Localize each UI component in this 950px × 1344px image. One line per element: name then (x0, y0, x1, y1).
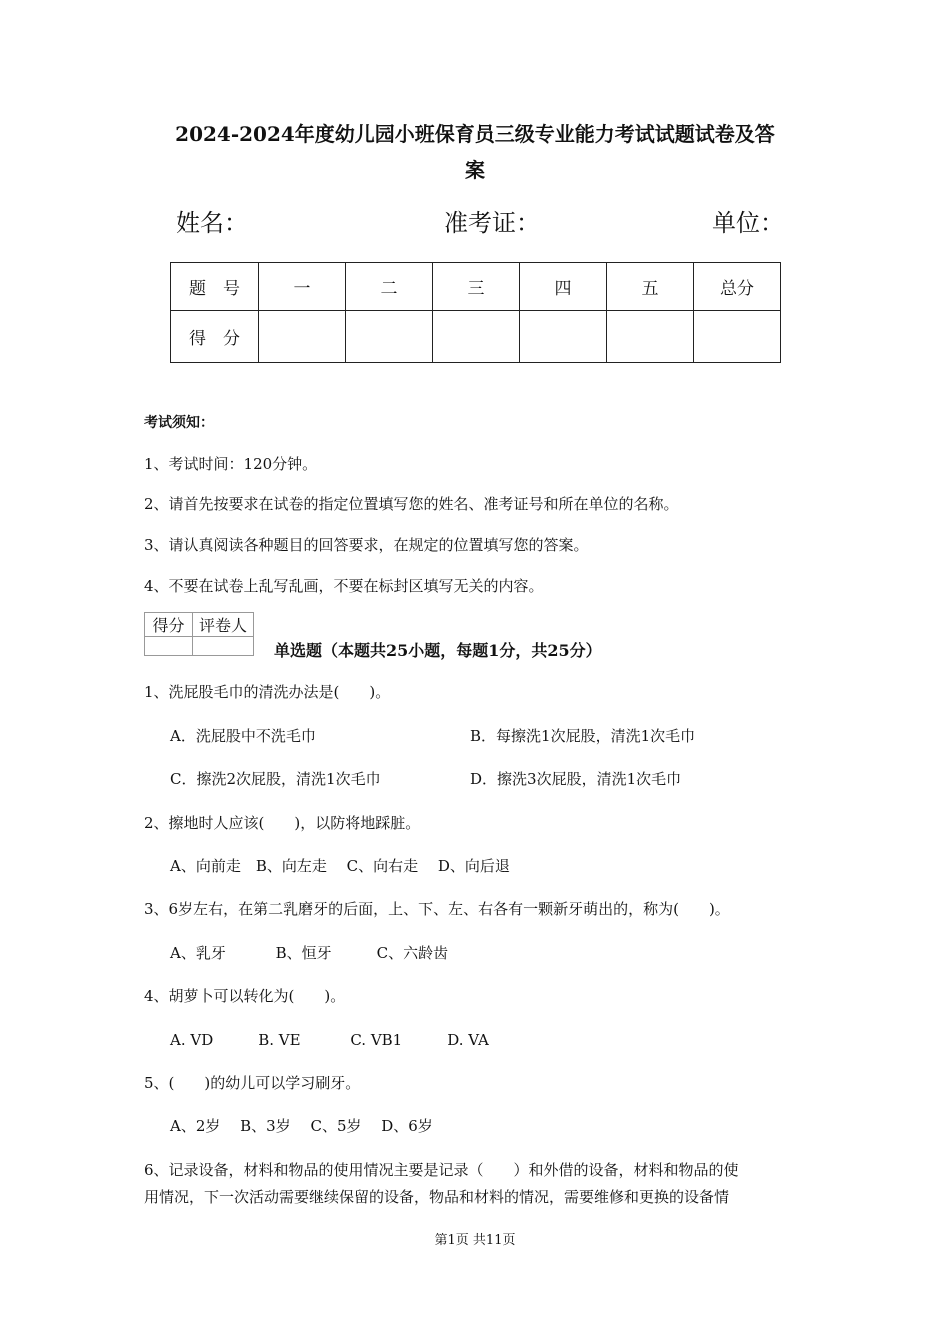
score-table-col-2: 二 (346, 263, 433, 311)
name-field-label: 姓名： (176, 209, 248, 237)
doc-title-line1: 2024-2024年度幼儿园小班保育员三级专业能力考试试题试卷及答 (175, 122, 775, 146)
score-cell-5[interactable] (607, 311, 694, 363)
notice-item-2: 2、请首先按要求在试卷的指定位置填写您的姓名、准考证号和所在单位的名称。 (144, 495, 679, 513)
q1-option-a: A．洗屁股中不洗毛巾 (170, 727, 316, 745)
page-footer: 第1页 共11页 (434, 1233, 516, 1248)
q1-stem: 1、洗屁股毛巾的清洗办法是( )。 (144, 683, 391, 701)
score-cell-1[interactable] (259, 311, 346, 363)
score-cell-4[interactable] (520, 311, 607, 363)
q4-options: A. VD B. VE C. VB1 D. VA (170, 1031, 489, 1049)
q6-stem-line2: 用情况，下一次活动需要继续保留的设备，物品和材料的情况，需要维修和更换的设备情 (144, 1188, 730, 1206)
q1-option-b: B．每擦洗1次屁股，清洗1次毛巾 (470, 727, 696, 745)
q5-stem: 5、( )的幼儿可以学习刷牙。 (144, 1074, 361, 1092)
q1-option-d: D．擦洗3次屁股，清洗1次毛巾 (470, 770, 682, 788)
notice-item-4: 4、不要在试卷上乱写乱画，不要在标封区填写无关的内容。 (144, 577, 544, 595)
score-table-col-total: 总分 (694, 263, 781, 311)
score-cell-total[interactable] (694, 311, 781, 363)
notice-heading: 考试须知： (144, 415, 214, 431)
section-title: 单选题（本题共25小题，每题1分，共25分） (274, 641, 602, 660)
q3-options: A、乳牙 B、恒牙 C、六龄齿 (170, 944, 449, 962)
grader-box (144, 612, 254, 656)
q2-options: A、向前走 B、向左走 C、向右走 D、向后退 (170, 857, 510, 875)
score-cell-2[interactable] (346, 311, 433, 363)
score-table-score-label: 得 分 (171, 311, 259, 363)
score-table (170, 262, 781, 363)
exam-id-field-label: 准考证： (444, 209, 540, 237)
doc-title-line2: 案 (465, 158, 485, 182)
q1-option-c: C．擦洗2次屁股，清洗1次毛巾 (170, 770, 381, 788)
score-table-col-3: 三 (433, 263, 520, 311)
notice-item-1: 1、考试时间：120分钟。 (144, 455, 318, 473)
unit-field-label: 单位： (712, 209, 784, 237)
q2-stem: 2、擦地时人应该( )，以防将地踩脏。 (144, 814, 421, 832)
score-table-header-label: 题 号 (171, 263, 259, 311)
notice-item-3: 3、请认真阅读各种题目的回答要求，在规定的位置填写您的答案。 (144, 536, 589, 554)
grader-name-label: 评卷人 (193, 613, 254, 637)
grader-score-cell[interactable] (145, 637, 193, 656)
q3-stem: 3、6岁左右，在第二乳磨牙的后面，上、下、左、右各有一颗新牙萌出的，称为( )。 (144, 900, 730, 918)
score-cell-3[interactable] (433, 311, 520, 363)
q5-options: A、2岁 B、3岁 C、5岁 D、6岁 (170, 1117, 433, 1135)
q4-stem: 4、胡萝卜可以转化为( )。 (144, 987, 346, 1005)
q6-stem-line1: 6、记录设备，材料和物品的使用情况主要是记录（ ）和外借的设备，材料和物品的使 (144, 1161, 739, 1179)
score-table-col-1: 一 (259, 263, 346, 311)
grader-score-label: 得分 (145, 613, 193, 637)
grader-name-cell[interactable] (193, 637, 254, 656)
score-table-col-5: 五 (607, 263, 694, 311)
score-table-col-4: 四 (520, 263, 607, 311)
